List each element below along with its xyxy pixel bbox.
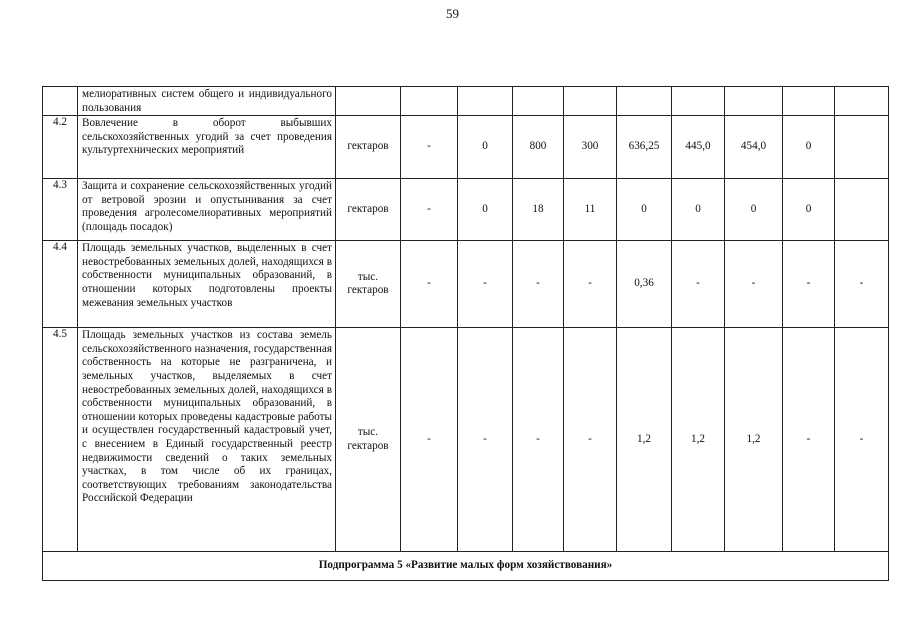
- value-cell: [835, 179, 889, 241]
- table-row: [43, 241, 889, 328]
- value-cell: 0: [725, 179, 783, 241]
- value-cell: 800: [513, 116, 564, 179]
- value-cell: 454,0: [725, 116, 783, 179]
- value-cell: 636,25: [617, 116, 672, 179]
- table-row: [43, 179, 889, 241]
- indicator-name: Защита и сохранение сельскохозяйственных угодий от ветровой эрозии и опустынивания за счет проведения агролесомелиоративных мероприятий (площадь посадок): [78, 179, 336, 241]
- value-cell: [835, 116, 889, 179]
- subprogram-row: [43, 552, 889, 581]
- value-cell: -: [458, 328, 513, 552]
- value-cell: 0: [783, 116, 835, 179]
- value-cell: 11: [564, 179, 617, 241]
- value-cell: [617, 87, 672, 116]
- indicators-table: [42, 86, 889, 581]
- indicator-name: Вовлечение в оборот выбывших сельскохозяйственных угодий за счет проведения культуртехнических мероприятий: [78, 116, 336, 179]
- value-cell: [725, 87, 783, 116]
- value-cell: [783, 87, 835, 116]
- value-cell: -: [783, 241, 835, 328]
- value-cell: [513, 87, 564, 116]
- value-cell: -: [513, 328, 564, 552]
- value-cell: -: [401, 179, 458, 241]
- table-row: [43, 328, 889, 552]
- value-cell: -: [513, 241, 564, 328]
- value-cell: 0: [458, 179, 513, 241]
- unit-cell: [336, 87, 401, 116]
- unit-cell: гектаров: [336, 116, 401, 179]
- value-cell: -: [564, 328, 617, 552]
- value-cell: 1,2: [617, 328, 672, 552]
- unit-cell: тыс. гектаров: [336, 241, 401, 328]
- value-cell: [672, 87, 725, 116]
- value-cell: -: [783, 328, 835, 552]
- value-cell: [458, 87, 513, 116]
- page-number: 59: [446, 6, 459, 21]
- value-cell: 0: [458, 116, 513, 179]
- row-number: 4.2: [43, 116, 78, 179]
- value-cell: -: [835, 241, 889, 328]
- value-cell: 1,2: [725, 328, 783, 552]
- value-cell: [401, 87, 458, 116]
- value-cell: -: [564, 241, 617, 328]
- value-cell: 300: [564, 116, 617, 179]
- subprogram-title: Подпрограмма 5 «Развитие малых форм хозяйствования»: [43, 552, 889, 581]
- value-cell: -: [458, 241, 513, 328]
- value-cell: [564, 87, 617, 116]
- indicator-name: Площадь земельных участков, выделенных в счет невостребованных земельных долей, находящихся в собственности муниципальных образований, в отношении которых подготовлены проекты межевания земельных участков: [78, 241, 336, 328]
- value-cell: -: [401, 241, 458, 328]
- row-number: [43, 87, 78, 116]
- unit-cell: гектаров: [336, 179, 401, 241]
- unit-cell: тыс. гектаров: [336, 328, 401, 552]
- row-number: 4.4: [43, 241, 78, 328]
- value-cell: -: [835, 328, 889, 552]
- value-cell: 0,36: [617, 241, 672, 328]
- value-cell: -: [672, 241, 725, 328]
- table-row: [43, 87, 889, 116]
- value-cell: -: [401, 328, 458, 552]
- indicator-name: мелиоративных систем общего и индивидуального пользования: [78, 87, 336, 116]
- row-number: 4.5: [43, 328, 78, 552]
- value-cell: 0: [672, 179, 725, 241]
- value-cell: 0: [783, 179, 835, 241]
- table-row: [43, 116, 889, 179]
- value-cell: 445,0: [672, 116, 725, 179]
- indicator-name: Площадь земельных участков из состава земель сельскохозяйственного назначения, государственная собственность на которые не разграничена, и земельных участков, выделяемых в счет невостребованных земельных долей, находящихся в собственности муниципальных образований, в отношении которых проведены кадастровые работы и осуществлен государственный кадастровый учет, с внесением в Единый государственный реестр недвижимости сведений о таких земельных участках, в том числе об их границах, соответствующих требованиям законодательства Российской Федерации: [78, 328, 336, 552]
- value-cell: -: [725, 241, 783, 328]
- value-cell: [835, 87, 889, 116]
- row-number: 4.3: [43, 179, 78, 241]
- value-cell: 1,2: [672, 328, 725, 552]
- value-cell: 18: [513, 179, 564, 241]
- value-cell: -: [401, 116, 458, 179]
- value-cell: 0: [617, 179, 672, 241]
